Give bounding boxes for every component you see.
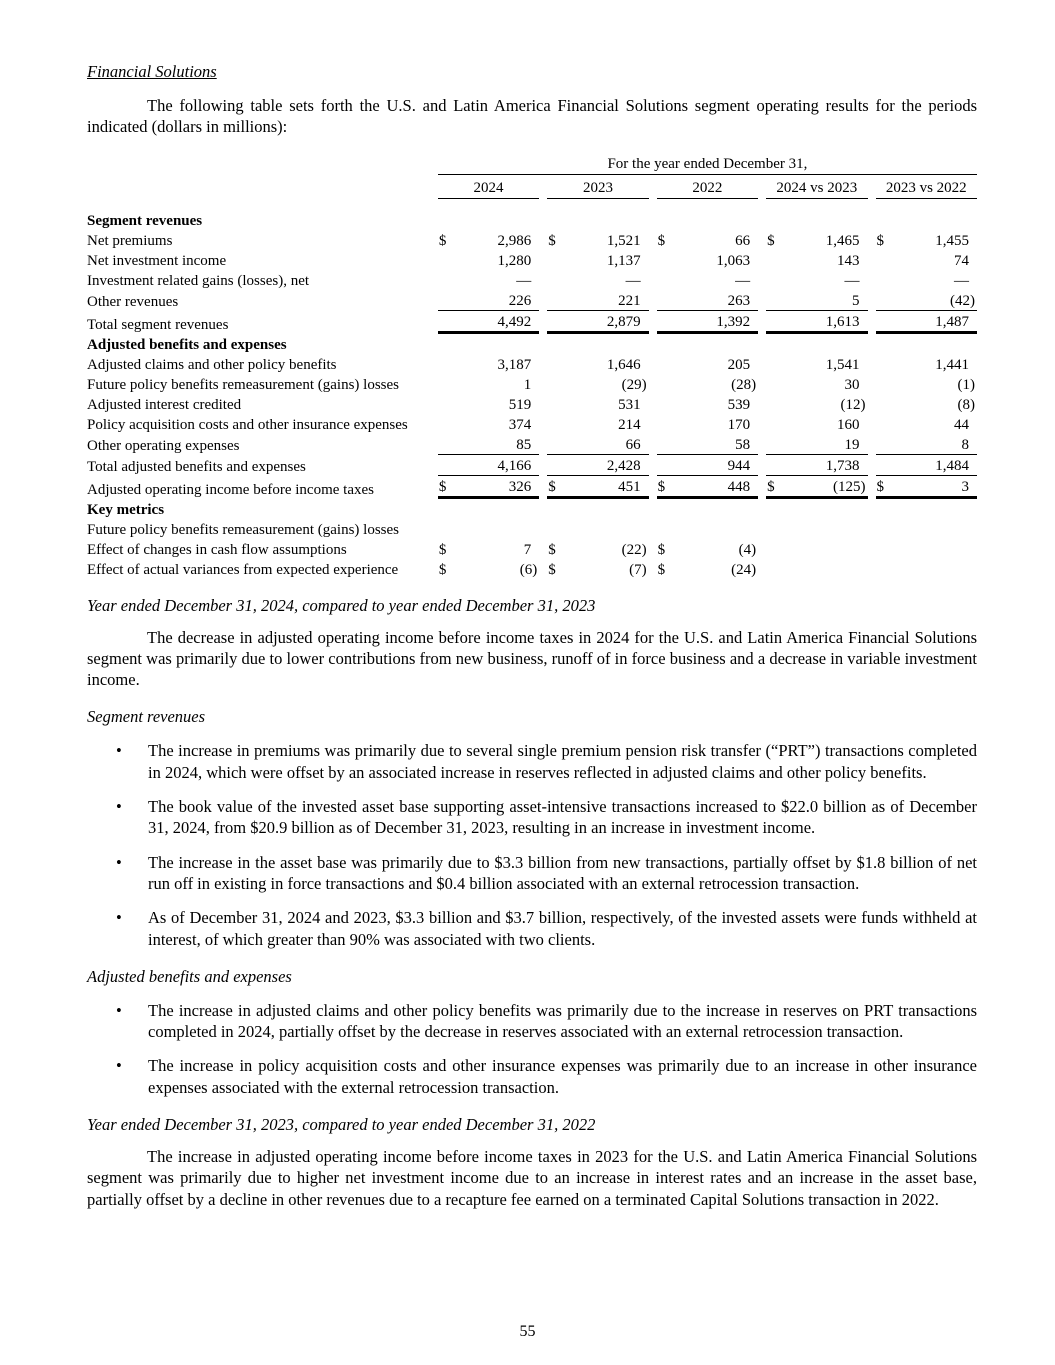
cell-value: 1,541 (825, 356, 860, 373)
value-cell (766, 455, 867, 476)
cell-value: — (735, 272, 751, 289)
table-spacer (87, 199, 977, 210)
paragraph: The decrease in adjusted operating income before income taxes in 2024 for the U.S. and Latin America Financial Solutions segment was primarily due to lower contributions from new business, runoff of in force business and a decrease in variable investment income. (87, 627, 977, 690)
cell-value: 263 (727, 292, 751, 309)
dollar-sign: $ (548, 561, 556, 578)
cell-value: 160 (837, 416, 860, 433)
cell-value: 4,492 (497, 313, 532, 330)
value-cell (438, 476, 539, 499)
value-cell (547, 250, 648, 270)
cell-value: 1,280 (497, 252, 532, 269)
cell-value: 1,392 (716, 313, 751, 330)
cell-value: (6) (519, 561, 538, 578)
value-cell (657, 434, 758, 455)
page-title: Financial Solutions (87, 62, 217, 81)
value-cell (876, 250, 977, 270)
cell-value: — (625, 272, 641, 289)
table-row (87, 311, 977, 334)
bullet-list (87, 740, 977, 949)
cell-value: 1,487 (935, 313, 969, 330)
cell-value: 19 (844, 436, 860, 453)
bullet-text: The increase in premiums was primarily due to several single premium pension risk transfer (“PRT”) transactions completed in 2024, which were offset by an associated increase in reserves reflected in adjusted claims and other policy benefits. (148, 741, 977, 782)
cell-value: 143 (837, 252, 860, 269)
row-label: Segment revenues (87, 212, 203, 229)
table-row (87, 476, 977, 499)
cell-value: 326 (508, 478, 532, 495)
bullet-text: The book value of the invested asset base supporting asset-intensive transactions increased to $22.0 billion as of December 31, 2024, from $20.9 billion as of December 31, 2023, resulting in an increase in investment income. (148, 797, 977, 838)
cell-value: 1,137 (606, 252, 641, 269)
cell-value: 1,441 (935, 356, 969, 373)
table-row (87, 539, 977, 559)
row-label: Adjusted claims and other policy benefits (87, 356, 337, 373)
value-cell (547, 394, 648, 414)
value-cell (657, 559, 758, 579)
cell-value: 1,521 (606, 232, 641, 249)
value-cell (876, 394, 977, 414)
financial-table (79, 153, 985, 579)
section-heading: Segment revenues (87, 707, 206, 727)
value-cell (766, 374, 867, 394)
value-cell (766, 334, 867, 354)
value-cell (547, 210, 648, 230)
bullet-icon: • (116, 852, 122, 872)
row-label: Net investment income (87, 252, 227, 269)
value-cell (876, 519, 977, 539)
column-header: 2024 vs 2023 (766, 175, 867, 199)
cell-value: (4) (738, 541, 757, 558)
value-cell (438, 270, 539, 290)
dollar-sign: $ (657, 541, 666, 558)
dollar-sign: $ (548, 478, 556, 495)
spanner-spacer (87, 153, 430, 175)
cell-value: 226 (508, 292, 532, 309)
bullet-item (87, 796, 977, 839)
row-label: Future policy benefits remeasurement (gains) losses (87, 521, 399, 538)
cell-value: 214 (618, 416, 641, 433)
cell-value: 66 (735, 232, 751, 249)
bullet-item (87, 740, 977, 783)
value-cell (766, 499, 867, 519)
cell-value: 2,879 (606, 313, 641, 330)
section-heading: Year ended December 31, 2023, compared to year ended December 31, 2022 (87, 1115, 596, 1135)
cell-value: 205 (727, 356, 751, 373)
bullet-item (87, 852, 977, 895)
value-cell (876, 290, 977, 311)
value-cell (766, 311, 867, 334)
value-cell (766, 230, 867, 250)
financial-table-body (87, 210, 977, 579)
cell-value: 1,465 (825, 232, 860, 249)
table-row (87, 394, 977, 414)
dollar-sign: $ (438, 478, 447, 495)
cell-value: 451 (618, 478, 641, 495)
table-row (87, 210, 977, 230)
row-label: Investment related gains (losses), net (87, 272, 310, 289)
row-label: Net premiums (87, 232, 173, 249)
cell-value: 539 (727, 396, 751, 413)
bullet-icon: • (116, 1056, 122, 1076)
row-label: Total adjusted benefits and expenses (87, 458, 306, 475)
cell-value: 221 (618, 292, 641, 309)
table-spanner-row (87, 153, 977, 175)
cell-value: 4,166 (497, 457, 532, 474)
value-cell (876, 539, 977, 559)
cell-value: (1) (957, 376, 975, 393)
cell-value: 1,613 (825, 313, 860, 330)
value-cell (547, 374, 648, 394)
value-cell (438, 250, 539, 270)
cell-value: 74 (954, 252, 969, 269)
value-cell (438, 434, 539, 455)
value-cell (876, 434, 977, 455)
dollar-sign: $ (548, 232, 556, 249)
value-cell (657, 354, 758, 374)
cell-value: 44 (954, 416, 969, 433)
value-cell (438, 210, 539, 230)
value-cell (547, 311, 648, 334)
cell-value: (42) (950, 292, 975, 309)
cell-value: 944 (727, 457, 751, 474)
row-label: Adjusted operating income before income taxes (87, 481, 374, 498)
column-header: 2024 (438, 175, 539, 199)
table-row (87, 455, 977, 476)
dollar-sign: $ (438, 232, 447, 249)
cell-value: — (516, 272, 532, 289)
row-label: Future policy benefits remeasurement (gains) losses (87, 376, 399, 393)
intro-paragraph: The following table sets forth the U.S. and Latin America Financial Solutions segment operating results for the periods indicated (dollars in millions): (87, 96, 977, 137)
value-cell (766, 210, 867, 230)
value-cell (547, 230, 648, 250)
cell-value: 3 (961, 478, 969, 495)
value-cell (547, 455, 648, 476)
value-cell (438, 414, 539, 434)
bullet-list (87, 1000, 977, 1098)
value-cell (876, 476, 977, 499)
table-row (87, 559, 977, 579)
value-cell (547, 334, 648, 354)
value-cell (547, 519, 648, 539)
dollar-sign: $ (548, 541, 556, 558)
value-cell (547, 476, 648, 499)
value-cell (657, 230, 758, 250)
cell-value: (29) (621, 376, 647, 393)
bullet-item (87, 1000, 977, 1043)
table-spacer-row (87, 199, 977, 210)
bullet-item (87, 1055, 977, 1098)
value-cell (766, 270, 867, 290)
table-column-header-row (87, 175, 977, 199)
table-row (87, 250, 977, 270)
cell-value: (24) (731, 561, 757, 578)
table-row (87, 270, 977, 290)
value-cell (876, 311, 977, 334)
value-cell (657, 519, 758, 539)
value-cell (438, 311, 539, 334)
value-cell (657, 210, 758, 230)
value-cell (547, 434, 648, 455)
value-cell (657, 311, 758, 334)
column-header: 2022 (657, 175, 758, 199)
row-label: Total segment revenues (87, 316, 229, 333)
table-row (87, 334, 977, 354)
value-cell (438, 559, 539, 579)
bullet-item (87, 907, 977, 950)
value-cell (766, 354, 867, 374)
cell-value: 374 (508, 416, 532, 433)
value-cell (547, 559, 648, 579)
value-cell (657, 250, 758, 270)
cell-value: 2,428 (606, 457, 641, 474)
value-cell (438, 394, 539, 414)
cell-value: 1,063 (716, 252, 751, 269)
value-cell (438, 290, 539, 311)
value-cell (547, 290, 648, 311)
value-cell (766, 519, 867, 539)
bullet-icon: • (116, 1000, 122, 1020)
cell-value: 8 (961, 436, 969, 453)
value-cell (876, 230, 977, 250)
dollar-sign: $ (657, 561, 666, 578)
value-cell (766, 414, 867, 434)
value-cell (876, 414, 977, 434)
value-cell (766, 539, 867, 559)
value-cell (657, 270, 758, 290)
cell-value: 1,484 (935, 457, 969, 474)
table-spanner: For the year ended December 31, (438, 153, 977, 175)
dollar-sign: $ (767, 478, 775, 495)
cell-value: 1 (523, 376, 532, 393)
bullet-icon: • (116, 741, 122, 761)
dollar-sign: $ (438, 561, 447, 578)
value-cell (657, 539, 758, 559)
dollar-sign: $ (438, 541, 447, 558)
cell-value: — (954, 272, 969, 289)
cell-value: (12) (840, 396, 866, 413)
cell-value: 1,646 (606, 356, 641, 373)
cell-value: 2,986 (497, 232, 532, 249)
value-cell (547, 414, 648, 434)
value-cell (438, 519, 539, 539)
row-label: Effect of actual variances from expected experience (87, 561, 399, 578)
value-cell (766, 394, 867, 414)
table-row (87, 519, 977, 539)
cell-value: (125) (833, 478, 866, 495)
dollar-sign: $ (876, 232, 885, 249)
row-label: Policy acquisition costs and other insurance expenses (87, 416, 408, 433)
value-cell (657, 414, 758, 434)
cell-value: 170 (727, 416, 751, 433)
value-cell (438, 354, 539, 374)
cell-value: 5 (852, 292, 860, 309)
cell-value: 58 (735, 436, 751, 453)
value-cell (438, 374, 539, 394)
section-heading: Year ended December 31, 2024, compared to year ended December 31, 2023 (87, 595, 596, 615)
cell-value: 519 (508, 396, 532, 413)
table-row (87, 434, 977, 455)
value-cell (766, 290, 867, 311)
value-cell (766, 434, 867, 455)
dollar-sign: $ (657, 232, 666, 249)
cell-value: (8) (957, 396, 975, 413)
cell-value: — (844, 272, 860, 289)
value-cell (876, 354, 977, 374)
cell-value: 7 (523, 541, 532, 558)
bullet-text: The increase in the asset base was primarily due to $3.3 billion from new transactions, partially offset by $1.8 billion of net run off in existing in force transactions and $0.4 billion associated with an external retrocession transaction. (148, 852, 977, 893)
row-label: Adjusted benefits and expenses (87, 336, 287, 353)
row-label: Other revenues (87, 293, 179, 310)
financial-table-head (87, 153, 977, 210)
bullet-text: As of December 31, 2024 and 2023, $3.3 billion and $3.7 billion, respectively, of the invested assets were funds withheld at interest, of which greater than 90% was associated with two clients. (148, 908, 977, 949)
cell-value: (7) (629, 561, 647, 578)
value-cell (438, 539, 539, 559)
value-cell (876, 210, 977, 230)
value-cell (876, 559, 977, 579)
cell-value: 1,455 (935, 232, 969, 249)
value-cell (876, 374, 977, 394)
value-cell (547, 270, 648, 290)
value-cell (657, 476, 758, 499)
value-cell (657, 394, 758, 414)
page-number: 55 (519, 1323, 536, 1340)
narrative-sections (87, 596, 977, 1210)
cell-value: (22) (621, 541, 647, 558)
value-cell (547, 499, 648, 519)
row-label: Key metrics (87, 501, 165, 518)
value-cell (438, 499, 539, 519)
column-header: 2023 vs 2022 (876, 175, 977, 199)
column-header-spacer (87, 175, 430, 199)
value-cell (876, 334, 977, 354)
row-label: Other operating expenses (87, 437, 240, 454)
row-label: Adjusted interest credited (87, 396, 242, 413)
cell-value: 3,187 (497, 356, 532, 373)
cell-value: 448 (727, 478, 751, 495)
value-cell (766, 559, 867, 579)
value-cell (876, 270, 977, 290)
dollar-sign: $ (767, 232, 775, 249)
value-cell (547, 539, 648, 559)
table-row (87, 230, 977, 250)
table-row (87, 374, 977, 394)
dollar-sign: $ (657, 478, 666, 495)
row-label: Effect of changes in cash flow assumptions (87, 541, 347, 558)
paragraph: The increase in adjusted operating income before income taxes in 2023 for the U.S. and Latin America Financial Solutions segment was primarily due to higher net investment income due to an increase in interest rates and an increase in the asset base, partially offset by a decline in other revenues due to a recapture fee earned on a terminated Capital Solutions transaction in 2022. (87, 1147, 977, 1209)
value-cell (547, 354, 648, 374)
table-row (87, 414, 977, 434)
value-cell (876, 499, 977, 519)
cell-value: 85 (516, 436, 532, 453)
cell-value: (28) (731, 376, 757, 393)
value-cell (438, 455, 539, 476)
value-cell (657, 499, 758, 519)
value-cell (438, 334, 539, 354)
bullet-icon: • (116, 797, 122, 817)
value-cell (438, 230, 539, 250)
table-row (87, 499, 977, 519)
table-row (87, 354, 977, 374)
value-cell (766, 250, 867, 270)
cell-value: 1,738 (825, 457, 860, 474)
bullet-text: The increase in policy acquisition costs and other insurance expenses was primarily due to an increase in other insurance expenses associated with the external retrocession transaction. (148, 1056, 977, 1097)
column-header: 2023 (547, 175, 648, 199)
value-cell (657, 334, 758, 354)
value-cell (766, 476, 867, 499)
table-row (87, 290, 977, 311)
cell-value: 30 (844, 376, 860, 393)
value-cell (876, 455, 977, 476)
cell-value: 531 (618, 396, 641, 413)
cell-value: 66 (625, 436, 641, 453)
section-heading: Adjusted benefits and expenses (87, 966, 292, 986)
value-cell (657, 374, 758, 394)
value-cell (657, 290, 758, 311)
bullet-icon: • (116, 908, 122, 928)
bullet-text: The increase in adjusted claims and other policy benefits was primarily due to the increase in reserves on PRT transactions completed in 2024, partially offset by the decrease in reserves associated with an external retrocession transaction. (148, 1000, 977, 1042)
dollar-sign: $ (876, 478, 885, 495)
value-cell (657, 455, 758, 476)
